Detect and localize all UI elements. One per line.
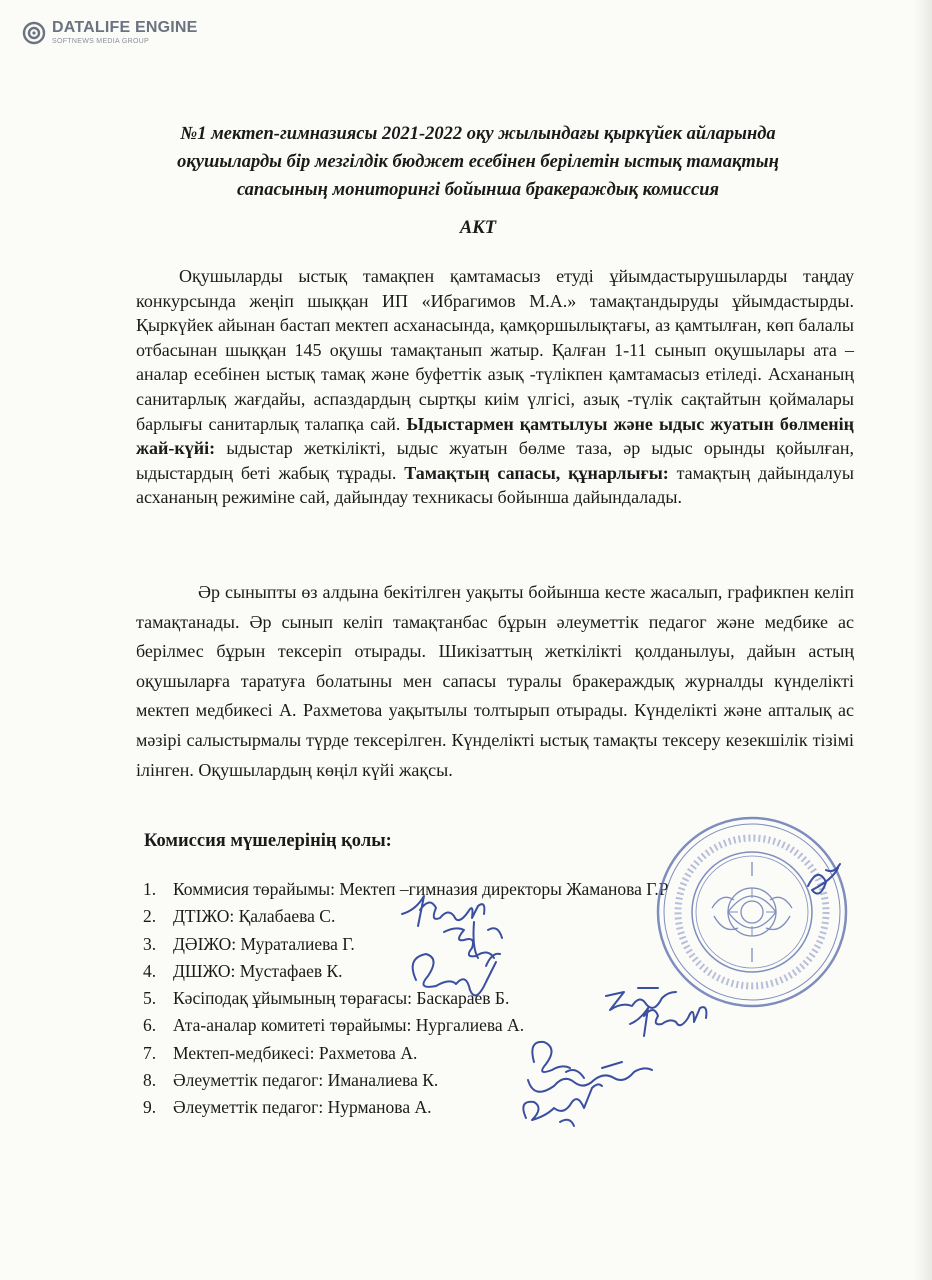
- title-line: оқушыларды бір мезгілдік бюджет есебінен берілетін ыстық тамақтың: [177, 152, 779, 172]
- paragraph-1-text-quality: тамақтың дайындалуы асхананың режиміне сай, дайындау техникасы бойынша дайындалады.: [136, 462, 854, 508]
- member-item: [143, 931, 669, 958]
- member-number: 4.: [143, 960, 157, 981]
- member-item: [143, 1067, 669, 1094]
- title-line: сапасының мониторингі бойынша бракераждық комиссия: [236, 180, 720, 200]
- member-text: Ата-аналар комитеті төрайымы: Нургалиева А.: [173, 1015, 525, 1036]
- member-text: ДТІЖО: Қалабаева С.: [173, 906, 336, 927]
- members-list: [143, 876, 669, 1122]
- document-heading: АКТ: [459, 218, 497, 238]
- member-text: ДШЖО: Мустафаев К.: [173, 960, 343, 981]
- member-item: [143, 1012, 669, 1039]
- member-text: ДӘІЖО: Мураталиева Г.: [173, 933, 355, 954]
- paragraph-1-text-dishes: ыдыстар жеткілікті, ыдыс жуатын бөлме таза, әр ыдыс орынды қойылған, ыдыстардың беті жабық тұрады.: [136, 438, 854, 483]
- member-text: Кәсіподақ ұйымының төрағасы: Баскараев Б.: [173, 988, 510, 1009]
- document-title: [118, 120, 838, 204]
- member-number: 9.: [143, 1097, 157, 1118]
- member-item: [143, 1040, 669, 1067]
- signatures-title: Комиссия мүшелерінің қолы:: [144, 831, 392, 851]
- member-item: [143, 1094, 669, 1121]
- datalife-logo-icon: [22, 21, 46, 45]
- member-number: 5.: [143, 988, 157, 1009]
- member-text: Әлеуметтік педагог: Иманалиева К.: [173, 1070, 439, 1091]
- paragraph-1-bold-dishes: Ыдыстармен қамтылуы және ыдыс жуатын бөлменің жай-күйі:: [136, 413, 854, 459]
- member-number: 1.: [143, 879, 157, 899]
- member-number: 6.: [143, 1015, 157, 1036]
- title-line: №1 мектеп-гимназиясы 2021-2022 оқу жылындағы қыркүйек айларында: [180, 124, 776, 144]
- member-text: Әлеуметтік педагог: Нурманова А.: [173, 1097, 432, 1118]
- paragraph-2: Әр сыныпты өз алдына бекітілген уақыты бойынша кесте жасалып, графикпен келіп тамақтанады. Әр сынып келіп тамақтанбас бұрын әлеуметтік педагог және медбике ас берілмес бұрын тексеріп отырады. Шикізаттың жеткілікті қолданылуы, дайын астың оқушыларға таратуға болатыны мен сапасы туралы бракераждық журналды күнделікті мектеп медбикесі А. Рахметова уақытылы толтырып отырады. Күнделікті және апталық ас мәзірі салыстырмалы түрде тексерілген. Күнделікті ыстық тамақты тексеру кезекшілік тізімі ілінген. Оқушылардың көңіл күйі жақсы.: [136, 582, 854, 780]
- member-item: [143, 985, 669, 1012]
- watermark: [22, 20, 198, 45]
- paragraph-1-text: Оқушыларды ыстық тамақпен қамтамасыз етуді ұйымдастырушыларды таңдау конкурсында жеңіп шыққан ИП «Ибрагимов М.А.» тамақтандыруды ұйымдастырды. Қыркүйек айынан бастап мектеп асханасында, қамқоршылықтағы, аз қамтылған, көп балалы отбасынан шыққан 145 оқушы тамақтанып жатыр. Қалған 1-11 сынып оқушылары ата –аналар есебінен ыстық тамақ және буфеттік азық -түлікпен қамтамасыз етіледі. Асхананың санитарлық жағдайы, аспаздардың сыртқы киім үлгісі, азық -түлік сақтайтын қоймалары барлығы санитарлық талапқа сай.: [136, 266, 854, 434]
- member-number: 2.: [143, 906, 157, 927]
- official-stamp: [652, 812, 852, 1012]
- member-text: Мектеп-медбикесі: Рахметова А.: [173, 1042, 418, 1063]
- member-item: [143, 958, 669, 985]
- member-number: 3.: [143, 933, 157, 954]
- member-number: 7.: [143, 1042, 157, 1063]
- member-text: Коммисия төрайымы: Мектеп –гимназия директоры Жаманова Г.Р: [173, 879, 669, 899]
- member-item: [143, 903, 669, 930]
- watermark-title: DATALIFE ENGINE: [52, 19, 198, 36]
- member-number: 8.: [143, 1070, 157, 1091]
- paragraph-1: [136, 264, 854, 510]
- paragraph-1-bold-quality: Тамақтың сапасы, құнарлығы:: [404, 462, 669, 483]
- member-item: [143, 876, 669, 903]
- page-edge-shadow: [914, 0, 932, 1280]
- watermark-subtitle: SOFTNEWS MEDIA GROUP: [52, 38, 150, 45]
